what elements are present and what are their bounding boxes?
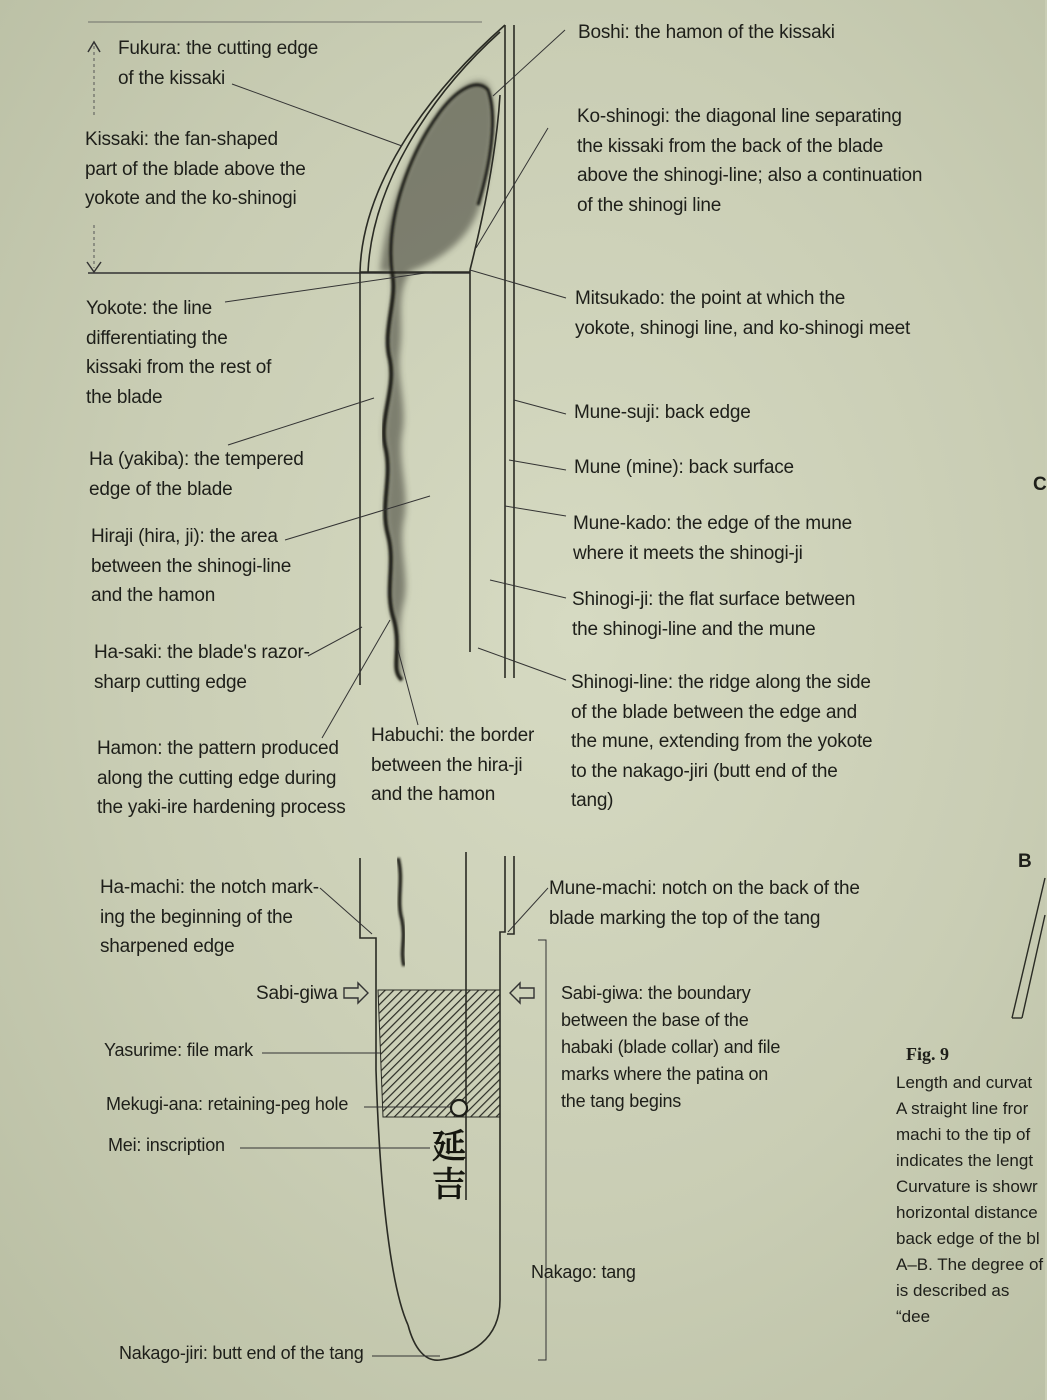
label-hiraji: Hiraji (hira, ji): the area between the shinogi-line and the hamon [91,526,292,606]
yasurime-file-marks [378,990,500,1117]
label-mei: Mei: inscription [108,1135,225,1155]
figure-caption: Length and curvat A straight line fror machi to the tip of indicates the lengt Curvature is showr horizontal distance back edge of the bl A–B. The degree of is described as “dee [896,1073,1044,1326]
label-munekado: Mune-kado: the edge of the mune where it meets the shinogi-ji [573,513,852,564]
label-koshinogi: Ko-shinogi: the diagonal line separating the kissaki from the back of the blade above the shinogi-line; also a continuation of the shinogi line [577,106,923,216]
mekugi-ana-hole [451,1100,467,1116]
label-boshi: Boshi: the hamon of the kissaki [578,22,835,43]
hamon-lower [398,858,404,966]
sabigiwa-arrow-left-icon [510,983,534,1003]
label-nakago: Nakago: tang [531,1262,636,1282]
label-nakagojiri: Nakago-jiri: butt end of the tang [119,1343,364,1363]
label-hamon: Hamon: the pattern produced along the cutting edge during the yaki-ire hardening process [97,738,346,818]
label-mune: Mune (mine): back surface [574,457,794,478]
label-hasaki: Ha-saki: the blade's razor- sharp cutting edge [94,642,310,693]
label-sabigiwa-left: Sabi-giwa [256,983,338,1004]
label-mitsukado: Mitsukado: the point at which the yokote, shinogi line, and ko-shinogi meet [575,288,911,339]
letter-c: C [1033,474,1047,495]
label-shinogiji: Shinogi-ji: the flat surface between the shinogi-line and the mune [572,589,856,640]
label-habuchi: Habuchi: the border between the hira-ji and the hamon [371,725,535,805]
mei-inscription: 延吉 [432,1127,466,1205]
label-yasurime: Yasurime: file mark [104,1040,253,1060]
label-munesuji: Mune-suji: back edge [574,402,751,423]
nakago-bracket [538,940,546,1360]
label-ha: Ha (yakiba): the tempered edge of the blade [89,449,304,500]
label-kissaki: Kissaki: the fan-shaped part of the blade above the yokote and the ko-shinogi [85,129,306,209]
figure-title: Fig. 9 [906,1044,949,1064]
label-yokote: Yokote: the line differentiating the kissaki from the rest of the blade [86,298,272,408]
label-fukura: Fukura: the cutting edge of the kissaki [118,38,319,89]
label-munemachi: Mune-machi: notch on the back of the blade marking the top of the tang [549,878,860,929]
letter-b: B [1018,851,1032,872]
label-sabigiwa-right: Sabi-giwa: the boundary between the base of the habaki (blade collar) and file marks where the patina on the tang begins [561,983,781,1111]
side-figure-fragment [1012,878,1045,1018]
hamon-pattern [380,81,494,680]
label-hamachi: Ha-machi: the notch mark- ing the beginning of the sharpened edge [100,877,319,957]
label-shinogiline: Shinogi-line: the ridge along the side of the blade between the edge and the mune, extending from the yokote to the nakago-jiri (butt end of the tang) [571,672,873,811]
label-mekugiana: Mekugi-ana: retaining-peg hole [106,1094,349,1114]
sabigiwa-arrow-right-icon [344,983,368,1003]
